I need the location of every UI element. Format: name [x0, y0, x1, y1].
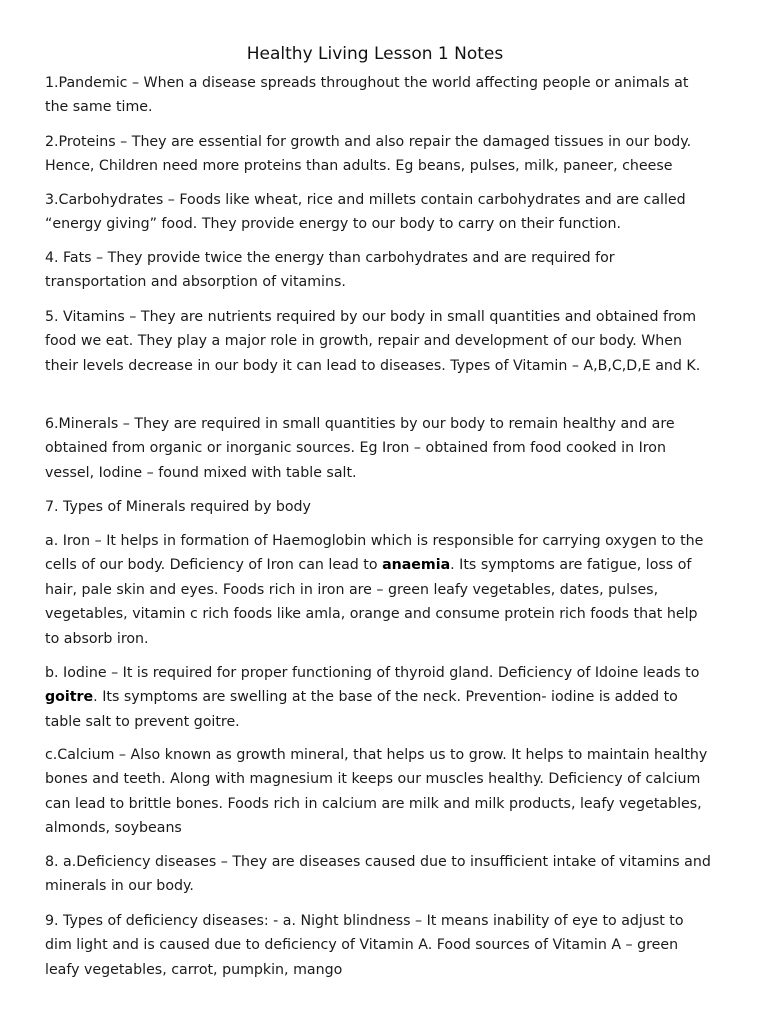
paragraph-iodine — [45, 661, 713, 734]
page-title: Healthy Living Lesson 1 Notes — [246, 44, 504, 64]
iron-text: a. Iron – It helps in formation of Haemoglobin which is responsible for carrying oxygen to the cells of our body. Deficiency of Iron can lead to — [45, 533, 704, 574]
paragraph-pandemic: 1.Pandemic – When a disease spreads throughout the world affecting people or animals at the same time. — [45, 75, 689, 116]
paragraph-minerals: 6.Minerals – They are required in small quantities by our body to remain healthy and are obtained from organic or inorganic sources. Eg Iron – obtained from food cooked in Iron vessel, Iodine – found mixed with table salt. — [45, 416, 675, 481]
goitre-term: goitre — [45, 689, 94, 706]
paragraph-calcium: c.Calcium – Also known as growth mineral, that helps us to grow. It helps to maintain healthy bones and teeth. Along with magnesium it keeps our muscles healthy. Deficiency of calcium can lead to brittle bones. Foods rich in calcium are milk and milk products, leafy vegetables, almonds, soybeans — [45, 747, 708, 837]
paragraph-proteins: 2.Proteins – They are essential for growth and also repair the damaged tissues in our body. Hence, Children need more proteins than adults. Eg beans, pulses, milk, paneer, cheese — [45, 134, 692, 175]
iodine-text: b. Iodine – It is required for proper functioning of thyroid gland. Deficiency of Idoine leads to — [45, 665, 700, 681]
paragraph-vitamins: 5. Vitamins – They are nutrients required by our body in small quantities and obtained from food we eat. They play a major role in growth, repair and development of our body. When their levels decrease in our body it can lead to diseases. Types of Vitamin – A,B,C,D,E and K. — [45, 309, 701, 374]
paragraph-iron — [45, 529, 713, 651]
paragraph-types-of-deficiency-diseases: 9. Types of deficiency diseases: - a. Night blindness – It means inability of eye to adjust to dim light and is caused due to deficiency of Vitamin A. Food sources of Vitamin A – green leafy vegetables, carrot, pumpkin, mango — [45, 913, 684, 978]
paragraph-carbohydrates: 3.Carbohydrates – Foods like wheat, rice and millets contain carbohydrates and are called “energy giving” food. They provide energy to our body to carry on their function. — [45, 192, 686, 233]
paragraph-deficiency-diseases: 8. a.Deficiency diseases – They are diseases caused due to insufficient intake of vitamins and minerals in our body. — [45, 854, 711, 895]
paragraph-types-of-minerals: 7. Types of Minerals required by body — [45, 499, 311, 515]
iodine-text-continued: . Its symptoms are swelling at the base of the neck. Prevention- iodine is added to table salt to prevent goitre. — [45, 689, 678, 730]
iron-text-continued: . Its symptoms are fatigue, loss of hair, pale skin and eyes. Foods rich in iron are – green leafy vegetables, dates, pulses, vegetables, vitamin c rich foods like amla, orange and consume protein rich foods that help to absorb iron. — [45, 557, 698, 647]
anaemia-term: anaemia — [382, 557, 451, 574]
paragraph-fats: 4. Fats – They provide twice the energy than carbohydrates and are required for transportation and absorption of vitamins. — [45, 250, 615, 291]
